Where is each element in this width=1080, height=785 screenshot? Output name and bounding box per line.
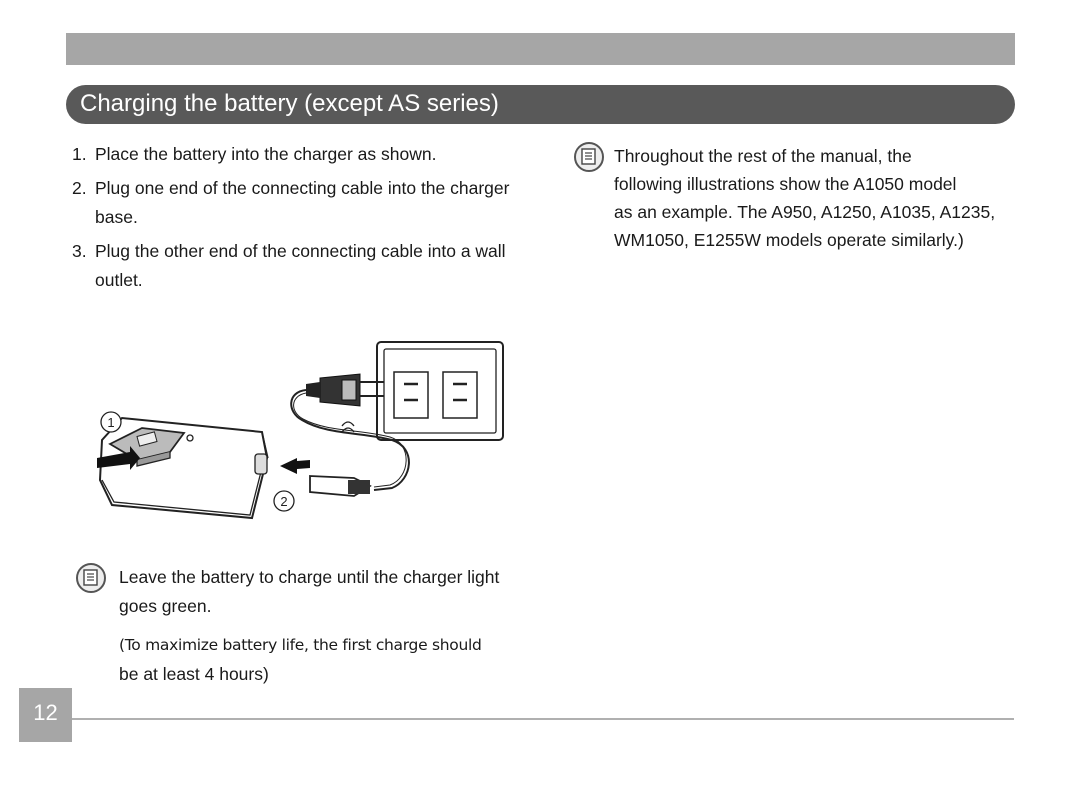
header-band: [66, 33, 1015, 65]
section-title: Charging the battery (except AS series): [80, 90, 499, 117]
steps-list: [72, 140, 597, 300]
bottom-note: [119, 563, 589, 689]
step-number: 2.: [72, 178, 87, 198]
note-line: following illustrations show the A1050 model: [614, 174, 957, 194]
step-text: [95, 140, 597, 169]
insert-arrow: [280, 458, 310, 474]
label-2: [274, 491, 294, 511]
note-icon: [574, 142, 604, 172]
step-line: Plug one end of the connecting cable into the charger: [95, 178, 510, 198]
page-number: 12: [19, 688, 72, 742]
list-item: [72, 174, 597, 232]
step-line: Plug the other end of the connecting cable into a wall: [95, 241, 506, 261]
note-line: goes green.: [119, 596, 212, 616]
step-text: [95, 237, 597, 295]
note-line: (To maximize battery life, the first charge should: [119, 636, 482, 654]
side-note: [614, 142, 1074, 254]
step-line: outlet.: [95, 270, 143, 290]
note-icon: [76, 563, 106, 593]
section-title-bar: [66, 85, 1015, 124]
note-paragraph: [119, 563, 589, 621]
note-line: Throughout the rest of the manual, the: [614, 146, 912, 166]
note-line: WM1050, E1255W models operate similarly.): [614, 230, 964, 250]
step-line: Place the battery into the charger as shown.: [95, 144, 437, 164]
cable-connector: [310, 476, 370, 496]
charger-illustration: [92, 340, 512, 520]
note-line: be at least 4 hours): [119, 664, 269, 684]
wall-plug: [306, 374, 384, 406]
step-text: [95, 174, 597, 232]
list-item: [72, 237, 597, 295]
step-number: 3.: [72, 241, 87, 261]
step-number: 1.: [72, 144, 87, 164]
footer-rule: [72, 718, 1014, 720]
note-line: Leave the battery to charge until the charger light: [119, 567, 500, 587]
step-line: base.: [95, 207, 138, 227]
label-1: [101, 412, 121, 432]
svg-text:1: 1: [107, 415, 115, 430]
svg-text:2: 2: [280, 494, 288, 509]
list-item: [72, 140, 597, 169]
note-line: as an example. The A950, A1250, A1035, A1235,: [614, 202, 996, 222]
